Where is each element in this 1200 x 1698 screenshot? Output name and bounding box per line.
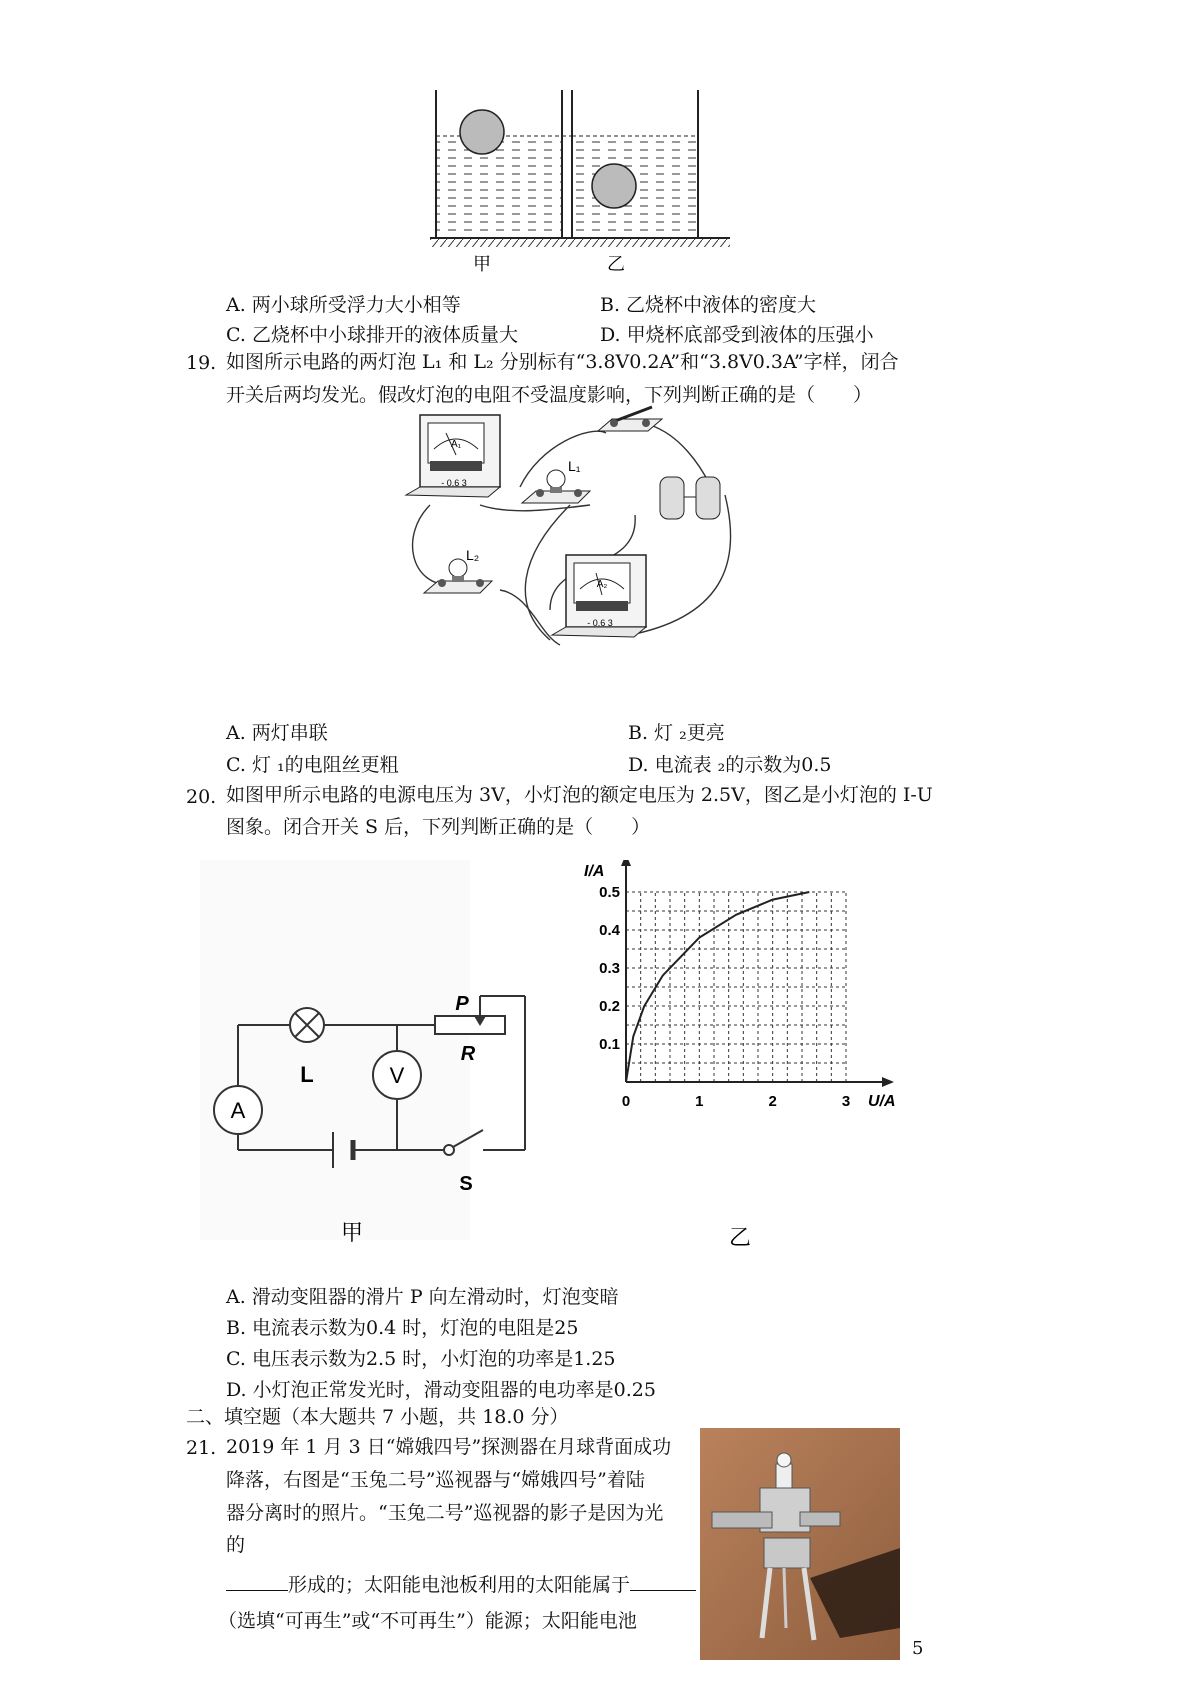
y-axis-arrow <box>621 860 631 866</box>
circuit-ammeter <box>214 1086 262 1134</box>
section-heading: 二、填空题（本大题共 7 小题，共 18.0 分） <box>186 1406 569 1428</box>
rover-photo <box>700 1428 900 1660</box>
q21-line6: （选填“可再生”或“不可再生”）能源；太阳能电池 <box>218 1610 637 1632</box>
battery <box>660 477 720 519</box>
q19-circuit-figure <box>400 405 780 705</box>
y-tick-label: 0.3 <box>599 960 620 977</box>
q21-line4: 的 <box>226 1534 246 1556</box>
q20-number: 20. <box>186 786 217 808</box>
y-tick-label: 0.5 <box>599 884 620 901</box>
q19-option-b: B. 灯 ₂更亮 <box>628 722 725 744</box>
q20-option-a: A. 滑动变阻器的滑片 P 向左滑动时，灯泡变暗 <box>226 1286 619 1308</box>
q20-stem-line1: 如图甲所示电路的电源电压为 3V，小灯泡的额定电压为 2.5V，图乙是小灯泡的 I-U <box>226 784 933 806</box>
ammeter-a2-label: A₂ <box>596 579 608 590</box>
y-tick-label: 0.2 <box>599 998 620 1015</box>
q20-stem-line2: 图象。闭合开关 S 后，下列判断正确的是（ ） <box>226 816 651 838</box>
q20-option-d: D. 小灯泡正常发光时，滑动变阻器的电功率是0.25 <box>226 1379 656 1401</box>
beaker-label-right: 乙 <box>607 254 625 274</box>
ammeter-a2-scale: - 0.6 3 <box>587 618 613 628</box>
y-tick-label: 0.1 <box>599 1036 620 1053</box>
blank-2[interactable] <box>630 1570 696 1591</box>
q18-option-a: A. 两小球所受浮力大小相等 <box>226 294 461 316</box>
circuit-slider-label: P <box>455 993 469 1015</box>
q21-line1: 2019 年 1 月 3 日“嫦娥四号”探测器在月球背面成功 <box>226 1436 672 1458</box>
x-tick-label: 0 <box>621 1093 631 1110</box>
beaker-label-left: 甲 <box>473 254 491 274</box>
page-number: 5 <box>912 1638 924 1659</box>
x-tick-label: 1 <box>695 1093 704 1110</box>
q21-line2: 降落，右图是“玉兔二号”巡视器与“嫦娥四号”着陆 <box>226 1469 645 1491</box>
left-liquid <box>436 136 562 238</box>
q20-option-b: B. 电流表示数为0.4 时，灯泡的电阻是25 <box>226 1317 579 1339</box>
q19-stem-line1: 如图所示电路的两灯泡 L₁ 和 L₂ 分别标有“3.8V0.2A”和“3.8V0.3A”字样，闭合 <box>226 351 899 373</box>
chart-ylabel: I/A <box>584 863 605 880</box>
circuit-switch-label: S <box>459 1173 473 1195</box>
q21-number: 21. <box>186 1437 217 1459</box>
q19-option-c: C. 灯 ₁的电阻丝更粗 <box>226 754 399 776</box>
q19-option-a: A. 两灯串联 <box>226 722 328 744</box>
q18-option-d: D. 甲烧杯底部受到液体的压强小 <box>600 324 874 346</box>
ammeter-a1 <box>406 415 500 497</box>
q18-option-b: B. 乙烧杯中液体的密度大 <box>600 294 817 316</box>
chart-caption: 乙 <box>728 1225 752 1250</box>
circuit-lamp-label: L <box>300 1062 314 1087</box>
q21-line5-text: 形成的；太阳能电池板利用的太阳能属于 <box>288 1574 631 1596</box>
beakers-figure <box>430 90 770 290</box>
q19-number: 19. <box>186 352 217 374</box>
q20-option-c: C. 电压表示数为2.5 时，小灯泡的功率是1.25 <box>226 1348 616 1370</box>
q20-circuit-figure <box>200 860 580 1260</box>
left-ball <box>460 110 504 154</box>
lamp-l2-label: L₂ <box>466 547 480 563</box>
x-axis-arrow <box>882 1077 894 1087</box>
circuit-caption: 甲 <box>340 1220 364 1245</box>
q21-line5 <box>226 1570 696 1600</box>
q21-line3: 器分离时的照片。“玉兔二号”巡视器的影子是因为光 <box>226 1502 664 1524</box>
y-tick-label: 0.4 <box>599 922 620 939</box>
circuit-ammeter-label: A <box>230 1098 246 1123</box>
chart-ticks <box>599 884 850 1110</box>
x-tick-label: 2 <box>768 1093 777 1110</box>
x-tick-label: 3 <box>841 1093 851 1110</box>
lamp-l1 <box>522 458 590 503</box>
chart-xlabel: U/A <box>868 1093 896 1110</box>
circuit-voltmeter <box>373 1051 421 1099</box>
lamp-l1-label: L₁ <box>568 458 581 474</box>
ammeter-a1-label: A₁ <box>450 439 462 450</box>
q19-stem-line2: 开关后两均发光。假改灯泡的电阻不受温度影响，下列判断正确的是（ ） <box>226 384 873 406</box>
iu-chart <box>560 860 920 1270</box>
ammeter-a1-scale: - 0.6 3 <box>441 478 467 488</box>
circuit-resistor-label: R <box>460 1043 476 1065</box>
blank-1[interactable] <box>226 1570 288 1591</box>
q19-option-d: D. 电流表 ₂的示数为0.5 <box>628 754 832 776</box>
right-ball <box>592 164 636 208</box>
switch <box>598 407 662 431</box>
lamp-l2 <box>424 547 492 593</box>
chart-grid <box>626 892 846 1082</box>
circuit-voltmeter-label: V <box>389 1063 405 1088</box>
q18-option-c: C. 乙烧杯中小球排开的液体质量大 <box>226 324 518 346</box>
ammeter-a2 <box>552 555 646 637</box>
